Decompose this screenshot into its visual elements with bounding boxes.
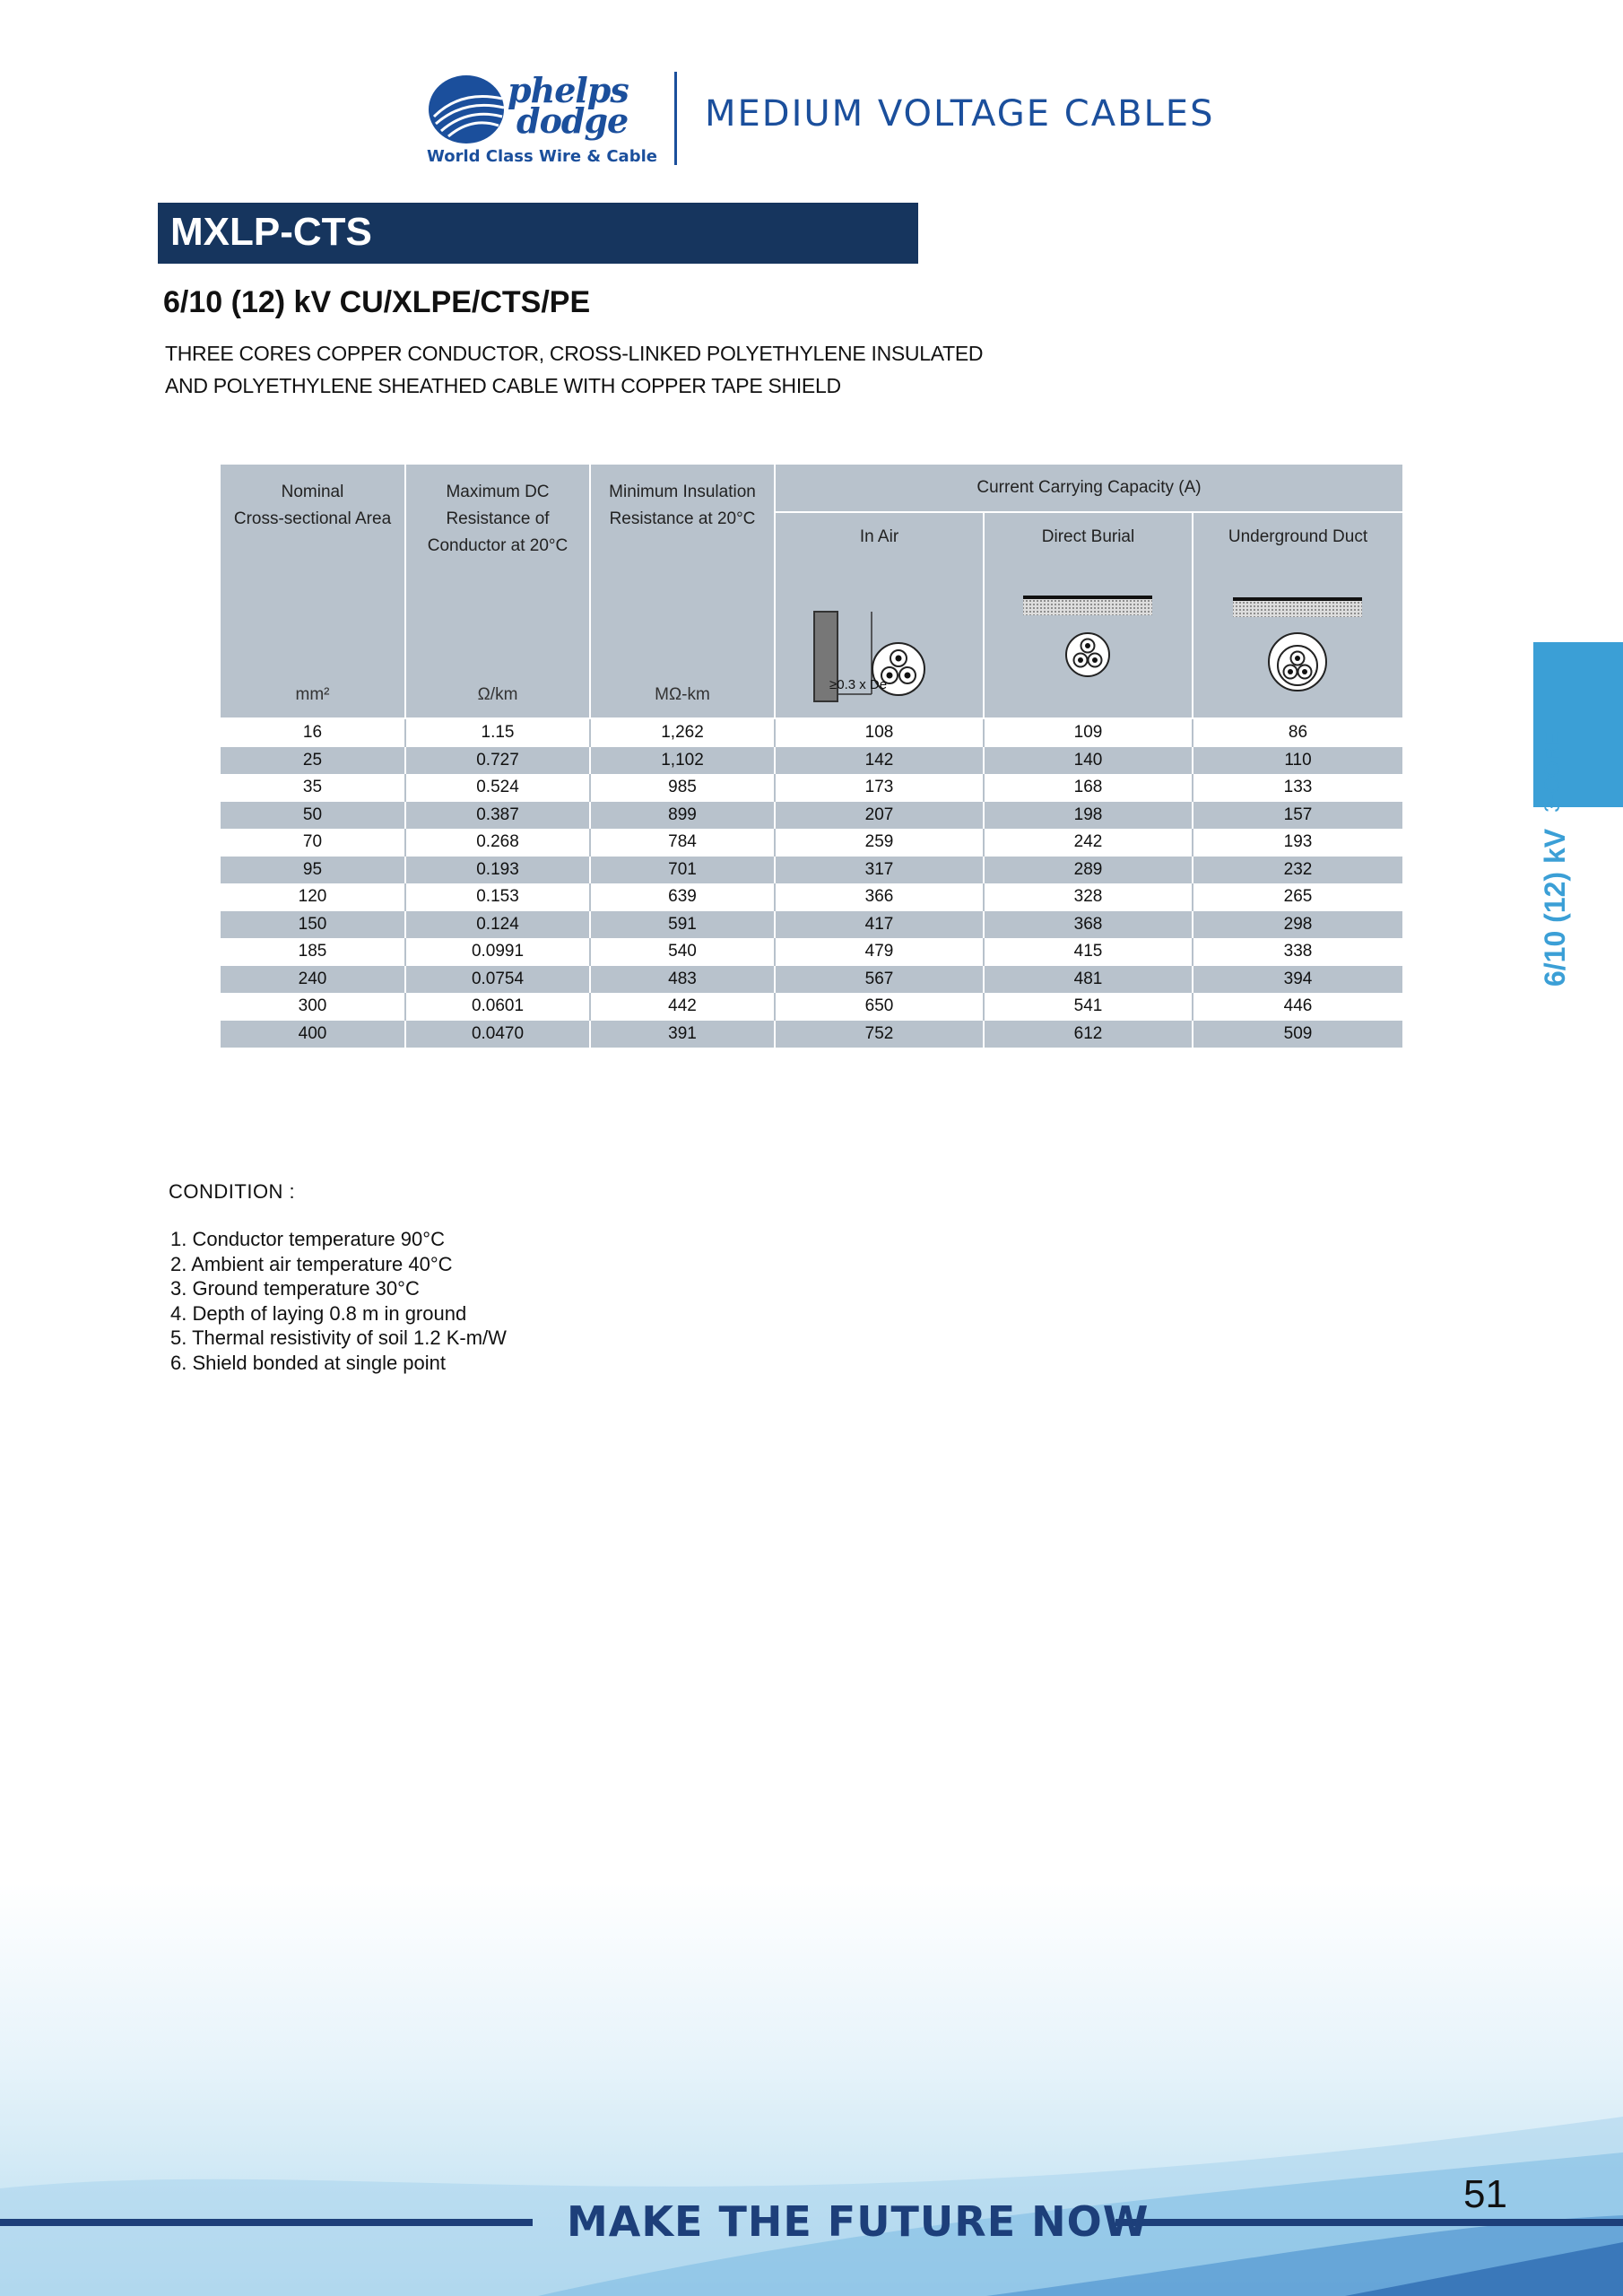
table-cell: 650	[775, 993, 984, 1021]
condition-item: 1. Conductor temperature 90°C	[170, 1228, 445, 1250]
table-cell: 0.387	[405, 802, 590, 830]
table-cell: 752	[775, 1021, 984, 1048]
table-cell: 0.153	[405, 883, 590, 911]
table-cell: 701	[590, 857, 775, 884]
header-resistance-line1: Maximum DC	[446, 483, 550, 501]
table-cell: 394	[1193, 966, 1402, 994]
header-insulation	[590, 465, 775, 718]
table-cell: 157	[1193, 802, 1402, 830]
table-cell: 259	[775, 829, 984, 857]
table-cell: 198	[984, 802, 1193, 830]
table-cell: 400	[221, 1021, 405, 1048]
table-cell: 25	[221, 747, 405, 775]
header-underground-duct	[1193, 512, 1402, 718]
condition-item: 2. Ambient air temperature 40°C	[170, 1252, 453, 1275]
side-voltage-label: 6/10 (12) kV	[1539, 828, 1571, 987]
table-cell: 338	[1283, 942, 1313, 961]
table-cell: 0.124	[405, 911, 590, 939]
table-cell: 0.0601	[405, 993, 590, 1021]
footer-slogan: MAKE THE FUTURE NOW	[567, 2197, 1150, 2246]
table-cell: 1.15	[405, 718, 590, 747]
table-cell: 0.268	[405, 829, 590, 857]
table-cell: 110	[1193, 747, 1402, 775]
footer-line-right	[1115, 2219, 1623, 2226]
table-cell: 985	[590, 774, 775, 802]
logo-sphere-icon	[425, 72, 511, 144]
table-cell: 541	[984, 993, 1193, 1021]
table-cell: 0.727	[405, 747, 590, 775]
table-cell: 109	[984, 718, 1193, 747]
table-cell: 612	[984, 1021, 1193, 1048]
condition-item: 6. Shield bonded at single point	[170, 1351, 447, 1374]
table-cell: 417	[775, 911, 984, 939]
product-description	[165, 337, 983, 402]
spec-table-wrapper	[221, 465, 1402, 1048]
table-row	[221, 1021, 1402, 1048]
header-insulation-line2: Resistance at 20°C	[609, 509, 756, 528]
product-spec: 6/10 (12) kV CU/XLPE/CTS/PE	[163, 285, 591, 319]
table-cell: 1,102	[590, 747, 775, 775]
table-cell: 483	[590, 966, 775, 994]
product-title-bar	[158, 203, 918, 264]
description-line-1: THREE CORES COPPER CONDUCTOR, CROSS-LINKED POLYETHYLENE INSULATED	[165, 342, 984, 365]
table-cell: 86	[1288, 723, 1308, 743]
table-cell: 142	[775, 747, 984, 775]
condition-item: 5. Thermal resistivity of soil 1.2 K-m/W	[170, 1326, 507, 1349]
header-direct-burial-label: Direct Burial	[1041, 527, 1135, 546]
table-cell: 784	[590, 829, 775, 857]
condition-list	[170, 1227, 507, 1375]
header-in-air	[775, 512, 984, 718]
table-cell: 133	[1283, 778, 1313, 797]
table-cell: 70	[221, 829, 405, 857]
logo-tagline: World Class Wire & Cable	[427, 147, 657, 166]
table-cell: 150	[221, 911, 405, 939]
table-cell: 442	[590, 993, 775, 1021]
table-row	[221, 911, 1402, 939]
underground-duct-installation-icon	[1231, 594, 1366, 694]
table-cell: 95	[221, 857, 405, 884]
header-resistance-line3: Conductor at 20°C	[427, 536, 568, 555]
table-cell: 185	[221, 938, 405, 966]
logo-word-phelps: phelps	[508, 70, 629, 110]
table-cell: 481	[984, 966, 1193, 994]
table-cell: 446	[1283, 996, 1313, 1016]
header-divider	[674, 72, 677, 165]
header-area	[221, 465, 405, 718]
table-cell: 240	[221, 966, 405, 994]
table-cell: 193	[1283, 832, 1313, 852]
footer-line-left	[0, 2219, 533, 2226]
table-cell: 120	[221, 883, 405, 911]
in-air-spacing-note: ≥0.3 x De	[829, 677, 888, 692]
table-cell: 391	[590, 1021, 775, 1048]
table-cell: 168	[984, 774, 1193, 802]
header-resistance	[405, 465, 590, 718]
table-cell: 232	[1193, 857, 1402, 884]
table-row	[221, 718, 1402, 747]
table-cell: 298	[1193, 911, 1402, 939]
table-cell: 108	[775, 718, 984, 747]
direct-burial-installation-icon	[1021, 592, 1156, 682]
table-row	[221, 747, 1402, 775]
condition-item: 3. Ground temperature 30°C	[170, 1277, 420, 1300]
table-cell: 540	[590, 938, 775, 966]
table-cell: 0.0470	[405, 1021, 590, 1048]
page-number: 51	[1463, 2172, 1507, 2216]
spec-table-body	[221, 718, 1402, 1048]
table-cell: 0.524	[405, 774, 590, 802]
table-row	[221, 774, 1402, 802]
table-cell: 639	[590, 883, 775, 911]
table-cell: 242	[984, 829, 1193, 857]
table-cell: 509	[1193, 1021, 1402, 1048]
header-insulation-line1: Minimum Insulation	[609, 483, 756, 501]
header-in-air-label: In Air	[859, 527, 899, 546]
table-cell: 50	[221, 802, 405, 830]
table-cell: 415	[984, 938, 1193, 966]
table-cell: 265	[1283, 887, 1313, 907]
side-core-label: 3-CORE	[1541, 731, 1565, 813]
description-line-2: AND POLYETHYLENE SHEATHED CABLE WITH COPPER TAPE SHIELD	[165, 374, 841, 397]
table-cell: 140	[984, 747, 1193, 775]
header-resistance-line2: Resistance of	[446, 509, 550, 528]
table-cell: 0.193	[405, 857, 590, 884]
header-direct-burial	[984, 512, 1193, 718]
header-insulation-unit: MΩ-km	[655, 685, 710, 704]
side-section-label	[1539, 731, 1572, 987]
table-cell: 35	[221, 774, 405, 802]
table-cell: 289	[984, 857, 1193, 884]
table-cell: 366	[775, 883, 984, 911]
header-area-line2: Cross-sectional Area	[233, 509, 392, 528]
header-resistance-unit: Ω/km	[477, 685, 518, 704]
table-cell: 317	[775, 857, 984, 884]
product-code: MXLP-CTS	[170, 210, 372, 254]
spec-table	[221, 465, 1402, 1048]
header-capacity: Current Carrying Capacity (A)	[775, 465, 1402, 512]
table-row	[221, 883, 1402, 911]
table-cell: 899	[590, 802, 775, 830]
table-row	[221, 802, 1402, 830]
table-cell: 591	[590, 911, 775, 939]
section-title: MEDIUM VOLTAGE CABLES	[705, 93, 1215, 135]
condition-title: CONDITION :	[169, 1180, 296, 1203]
table-cell: 479	[775, 938, 984, 966]
table-cell: 173	[775, 774, 984, 802]
table-cell: 0.0754	[405, 966, 590, 994]
header-area-unit: mm²	[295, 685, 330, 704]
table-row	[221, 829, 1402, 857]
table-cell: 0.0991	[405, 938, 590, 966]
header-underground-duct-label: Underground Duct	[1228, 527, 1368, 546]
table-cell: 567	[775, 966, 984, 994]
table-cell: 300	[221, 993, 405, 1021]
table-cell: 1,262	[590, 718, 775, 747]
table-cell: 328	[984, 883, 1193, 911]
condition-item: 4. Depth of laying 0.8 m in ground	[170, 1301, 467, 1325]
table-row	[221, 938, 1402, 966]
logo-word-dodge: dodge	[516, 100, 629, 141]
header-area-line1: Nominal	[281, 483, 344, 501]
table-cell: 368	[984, 911, 1193, 939]
table-row	[221, 966, 1402, 994]
brand-logo	[425, 70, 657, 170]
table-cell: 207	[775, 802, 984, 830]
table-row	[221, 993, 1402, 1021]
table-cell: 16	[221, 718, 405, 747]
table-row	[221, 857, 1402, 884]
